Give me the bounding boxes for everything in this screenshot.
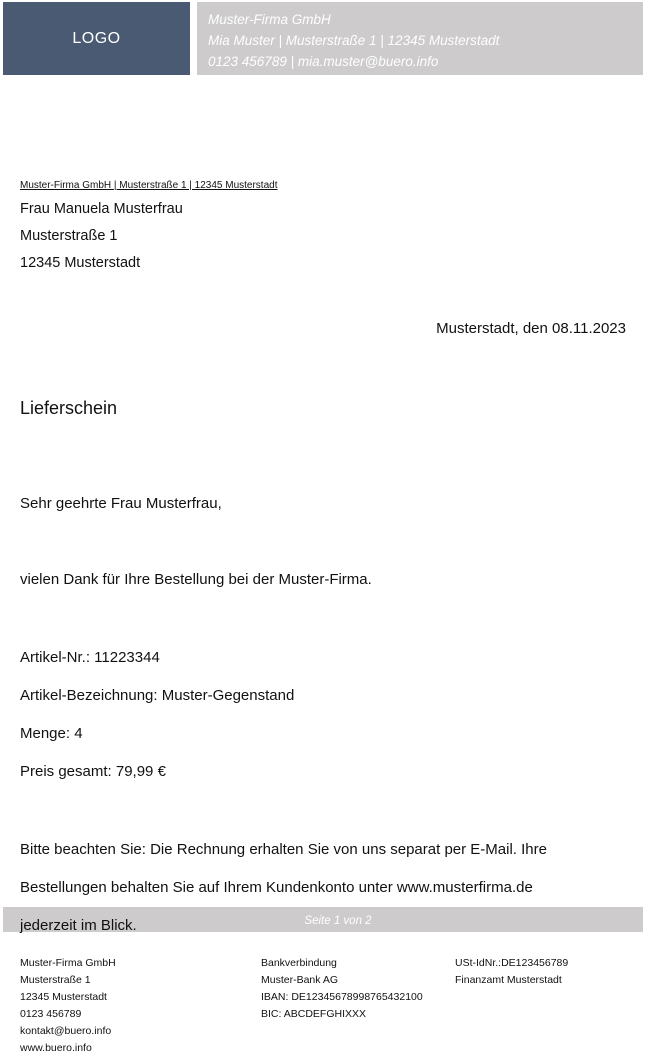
- footer-vat-id: USt-IdNr.:DE123456789: [455, 957, 569, 969]
- footer-tax-office: Finanzamt Musterstadt: [455, 974, 562, 986]
- letter-date: Musterstadt, den 08.11.2023: [436, 320, 626, 337]
- page-indicator: Seite 1 von 2: [304, 915, 372, 927]
- footer-company-phone: 0123 456789: [20, 1008, 82, 1020]
- footer-tax-column: [455, 956, 568, 990]
- logo-text: LOGO: [72, 29, 121, 47]
- footer-company-column: [20, 956, 116, 1055]
- article-description: Artikel-Bezeichnung: Muster-Gegenstand: [20, 687, 295, 704]
- recipient-street: Musterstraße 1: [20, 228, 118, 244]
- footer-bank-name: Muster-Bank AG: [261, 974, 339, 986]
- intro-paragraph: vielen Dank für Ihre Bestellung bei der Muster-Firma.: [20, 571, 372, 588]
- footer-bank-heading: Bankverbindung: [261, 957, 337, 969]
- closing-note: [20, 840, 547, 954]
- note-line-2: Bestellungen behalten Sie auf Ihrem Kundenkonto unter www.musterfirma.de: [20, 879, 533, 896]
- letterhead-contact: 0123 456789 | mia.muster@buero.info: [208, 54, 439, 69]
- footer-company-city: 12345 Musterstadt: [20, 991, 107, 1003]
- article-number: Artikel-Nr.: 11223344: [20, 649, 160, 666]
- note-line-3: jederzeit im Blick.: [20, 917, 137, 934]
- footer-bank-bic: BIC: ABCDEFGHIXXX: [261, 1008, 367, 1020]
- footer-company-email: kontakt@buero.info: [20, 1025, 112, 1037]
- document-title: Lieferschein: [20, 398, 118, 418]
- letterhead-address: Mia Muster | Musterstraße 1 | 12345 Musterstadt: [208, 33, 500, 48]
- article-details: [20, 648, 294, 800]
- salutation: Sehr geehrte Frau Musterfrau,: [20, 495, 222, 512]
- letterhead-company: Muster-Firma GmbH: [208, 12, 331, 27]
- letterhead: [197, 2, 643, 75]
- footer-company-street: Musterstraße 1: [20, 974, 91, 986]
- note-line-1: Bitte beachten Sie: Die Rechnung erhalten Sie von uns separat per E-Mail. Ihre: [20, 841, 547, 858]
- sender-return-address: Muster-Firma GmbH | Musterstraße 1 | 12345 Musterstadt: [20, 180, 278, 191]
- logo: [3, 2, 190, 75]
- footer-bank-iban: IBAN: DE12345678998765432100: [261, 991, 423, 1003]
- recipient-name: Frau Manuela Musterfrau: [20, 201, 183, 217]
- recipient-address: [20, 200, 183, 281]
- footer-bank-column: [261, 956, 423, 1024]
- article-price: Preis gesamt: 79,99 €: [20, 763, 166, 780]
- footer-company-website: www.buero.info: [20, 1042, 92, 1054]
- article-quantity: Menge: 4: [20, 725, 83, 742]
- footer-company-name: Muster-Firma GmbH: [20, 957, 116, 969]
- recipient-city: 12345 Musterstadt: [20, 255, 141, 271]
